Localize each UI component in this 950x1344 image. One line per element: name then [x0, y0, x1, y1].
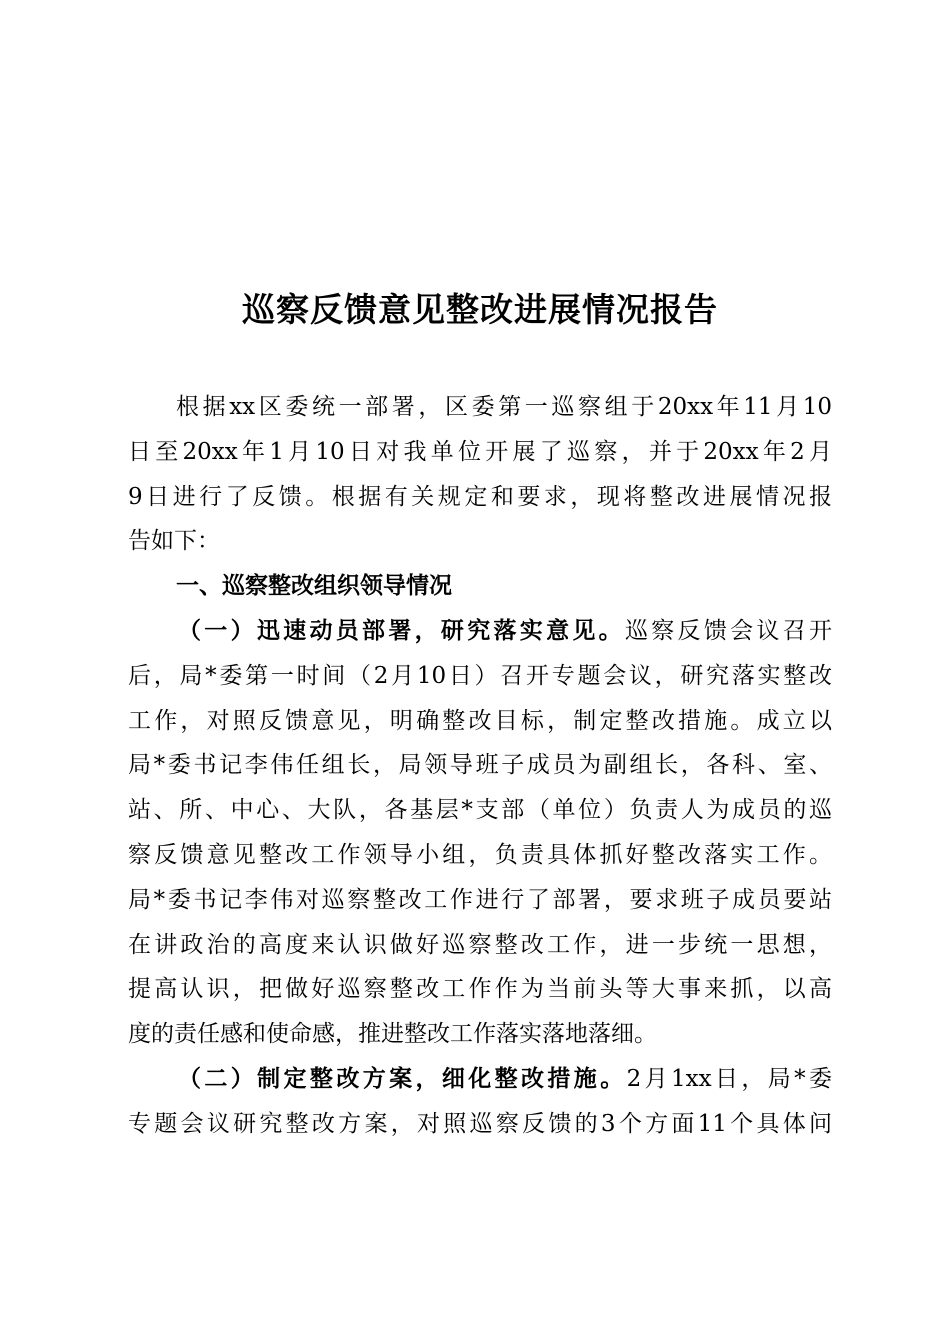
subsection-heading: （二）制定整改方案，细化整改措施。	[178, 1064, 627, 1092]
paragraph-line: 工作，对照反馈意见，明确整改目标，制定整改措施。成立以	[128, 707, 832, 734]
paragraph-line: 局*委书记李伟对巡察整改工作进行了部署，要求班子成员要站	[128, 886, 832, 913]
paragraph-line	[128, 1057, 832, 1102]
subsection-heading: （一）迅速动员部署，研究落实意见。	[178, 616, 625, 644]
section-heading: 一、巡察整改组织领导情况	[176, 573, 452, 600]
paragraph-line: 专题会议研究整改方案，对照巡察反馈的3个方面11个具体问	[128, 1110, 832, 1137]
paragraph-line: 告如下：	[128, 528, 220, 555]
paragraph-line	[128, 609, 832, 654]
paragraph-text: 巡察反馈会议召开	[624, 617, 833, 644]
paragraph-line: 后，局*委第一时间（2月10日）召开专题会议，研究落实整改	[128, 662, 832, 689]
paragraph-line: 察反馈意见整改工作领导小组，负责具体抓好整改落实工作。	[128, 841, 832, 868]
paragraph-line: 日至20xx年1月10日对我单位开展了巡察，并于20xx年2月	[128, 438, 832, 465]
paragraph-line: 站、所、中心、大队，各基层*支部（单位）负责人为成员的巡	[128, 797, 832, 824]
paragraph-line: 提高认识，把做好巡察整改工作作为当前头等大事来抓，以高	[128, 976, 832, 1003]
document-body	[128, 385, 832, 1147]
document-title: 巡察反馈意见整改进展情况报告	[242, 290, 718, 329]
paragraph-line: 在讲政治的高度来认识做好巡察整改工作，进一步统一思想，	[128, 931, 832, 958]
paragraph-line: 9日进行了反馈。根据有关规定和要求，现将整改进展情况报	[128, 483, 832, 510]
paragraph-line: 根据xx区委统一部署，区委第一巡察组于20xx年11月10	[176, 394, 832, 420]
paragraph-text: 2月1xx日，局*委	[626, 1065, 832, 1092]
paragraph-line: 局*委书记李伟任组长，局领导班子成员为副组长，各科、室、	[128, 752, 832, 779]
paragraph-line: 度的责任感和使命感，推进整改工作落实落地落细。	[128, 1021, 657, 1048]
